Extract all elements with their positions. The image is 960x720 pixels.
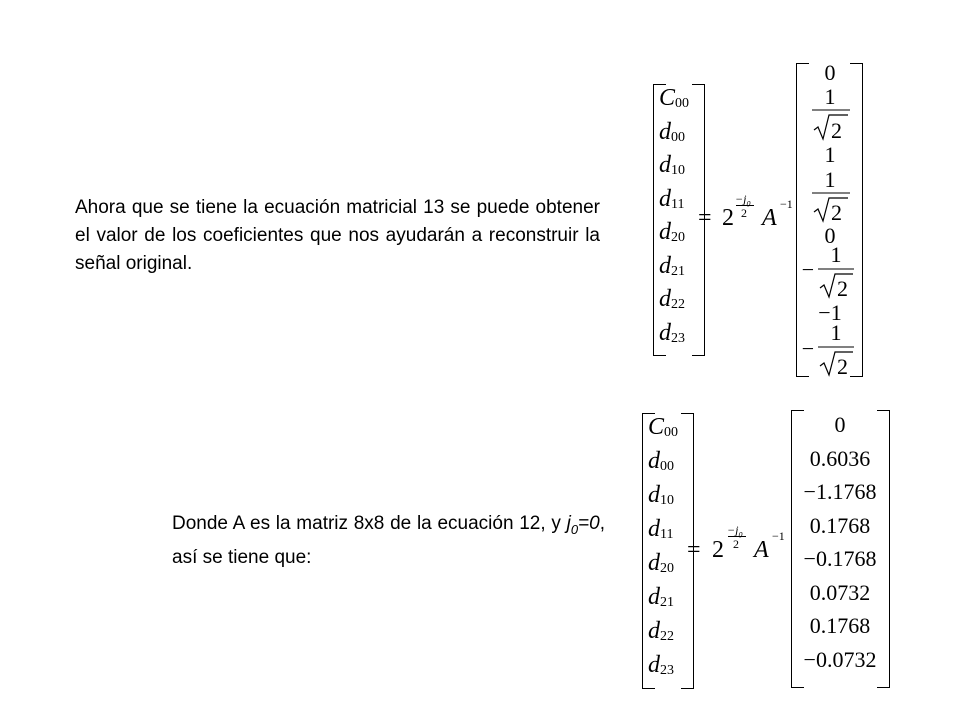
rhs-numeric-entry-4: −0.1768 — [803, 546, 877, 571]
j-letter: j — [566, 513, 571, 534]
lhs2-coefficient-6: $d_{22}$ — [648, 618, 674, 644]
matrix-inverse-exponent: −1 — [780, 197, 793, 211]
definition-paragraph — [172, 510, 605, 572]
lhs-coefficient-1: $d_{00}$ — [659, 118, 685, 145]
rhs-numeric-entry-3: 0.1768 — [809, 512, 871, 538]
rhs-right-bracket — [850, 63, 863, 377]
rhs-entry-7-sqrt-icon — [820, 352, 853, 375]
lhs2-coefficient-4: $d_{20}$ — [648, 550, 674, 576]
base-two-2: 2 — [712, 537, 724, 563]
rhs-entry-5-minus: − — [801, 257, 815, 282]
rhs-entry-5-radicand: 2 — [837, 276, 848, 301]
base-two: 2 — [722, 205, 734, 231]
rhs-entry-3-radicand: 2 — [831, 200, 842, 225]
j-subscript: 0 — [570, 521, 579, 537]
rhs-numeric-entry-2: −1.1768 — [803, 479, 877, 504]
definition-text-end: , así se tiene que: — [172, 513, 605, 568]
lhs-coefficient-0: $C_{00}$ — [659, 85, 690, 111]
exp-numerator-2: $-j_0$ — [727, 523, 743, 540]
matrix-a-2: A — [754, 537, 769, 563]
matrix-a: A — [762, 205, 777, 231]
rhs-entry-3-sqrt-icon — [814, 198, 848, 221]
rhs-entry-6-value: −1 — [818, 300, 842, 325]
lhs-coefficient-5: $d_{21}$ — [659, 252, 685, 279]
exp-denominator: 2 — [741, 206, 747, 220]
lhs2-coefficient-7: $d_{23}$ — [648, 652, 674, 678]
lhs2-coefficient-1: $d_{00}$ — [648, 448, 674, 474]
rhs2-right-bracket — [877, 410, 890, 688]
lhs-coefficient-6: $d_{22}$ — [659, 286, 685, 312]
intro-paragraph: Ahora que se tiene la ecuación matricial 13 se puede obtener el valor de los coeficientes que nos ayudarán a reconstruir la señal original. — [75, 197, 600, 274]
lhs-coefficient-3: $d_{11}$ — [659, 185, 685, 212]
lhs2-coefficient-5: $d_{21}$ — [648, 584, 674, 610]
rhs-entry-0: 0 — [824, 60, 836, 85]
rhs-entry-1-sqrt-icon — [814, 115, 848, 139]
rhs-entry-1-numerator: 1 — [824, 84, 836, 109]
lhs-coefficient-4: $d_{20}$ — [659, 219, 685, 245]
rhs-numeric-entry-1: 0.6036 — [809, 445, 871, 471]
rhs2-left-bracket — [791, 410, 804, 688]
matrix-inverse-exponent-2: −1 — [772, 529, 785, 543]
rhs-entry-7-numerator: 1 — [830, 320, 842, 345]
rhs-entry-4-value: 0 — [824, 223, 836, 248]
rhs-left-bracket — [796, 63, 809, 377]
rhs-entry-1-radicand: 2 — [831, 118, 842, 143]
lhs-coefficient-7: $d_{23}$ — [659, 319, 685, 346]
lhs2-coefficient-3: $d_{11}$ — [648, 516, 674, 542]
equals-sign-2: = — [687, 537, 701, 563]
lhs-coefficient-2: $d_{10}$ — [659, 152, 685, 178]
rhs-numeric-entry-7: −0.0732 — [803, 646, 877, 672]
rhs-entry-2-value: 1 — [824, 142, 836, 167]
lhs2-coefficient-0: $C_{00}$ — [648, 414, 679, 440]
rhs-entry-3-numerator: 1 — [824, 167, 836, 192]
rhs-entry-5-numerator: 1 — [830, 242, 842, 267]
equals-sign: = — [698, 205, 712, 231]
definition-text-start: Donde A es la matriz 8x8 de la ecuación 12, y — [172, 513, 567, 534]
rhs-entry-5-sqrt-icon — [820, 274, 853, 297]
rhs-numeric-entry-5: 0.0732 — [809, 579, 871, 605]
exp-denominator-2: 2 — [733, 537, 739, 551]
rhs-numeric-entry-0: 0 — [834, 412, 846, 437]
exp-numerator: $-j_0$ — [735, 192, 751, 209]
rhs-entry-7-minus: − — [801, 336, 815, 361]
j-value: =0 — [578, 513, 600, 534]
lhs2-coefficient-2: $d_{10}$ — [648, 482, 674, 508]
rhs-entry-7-radicand: 2 — [837, 354, 848, 379]
rhs-numeric-entry-6: 0.1768 — [809, 613, 871, 638]
